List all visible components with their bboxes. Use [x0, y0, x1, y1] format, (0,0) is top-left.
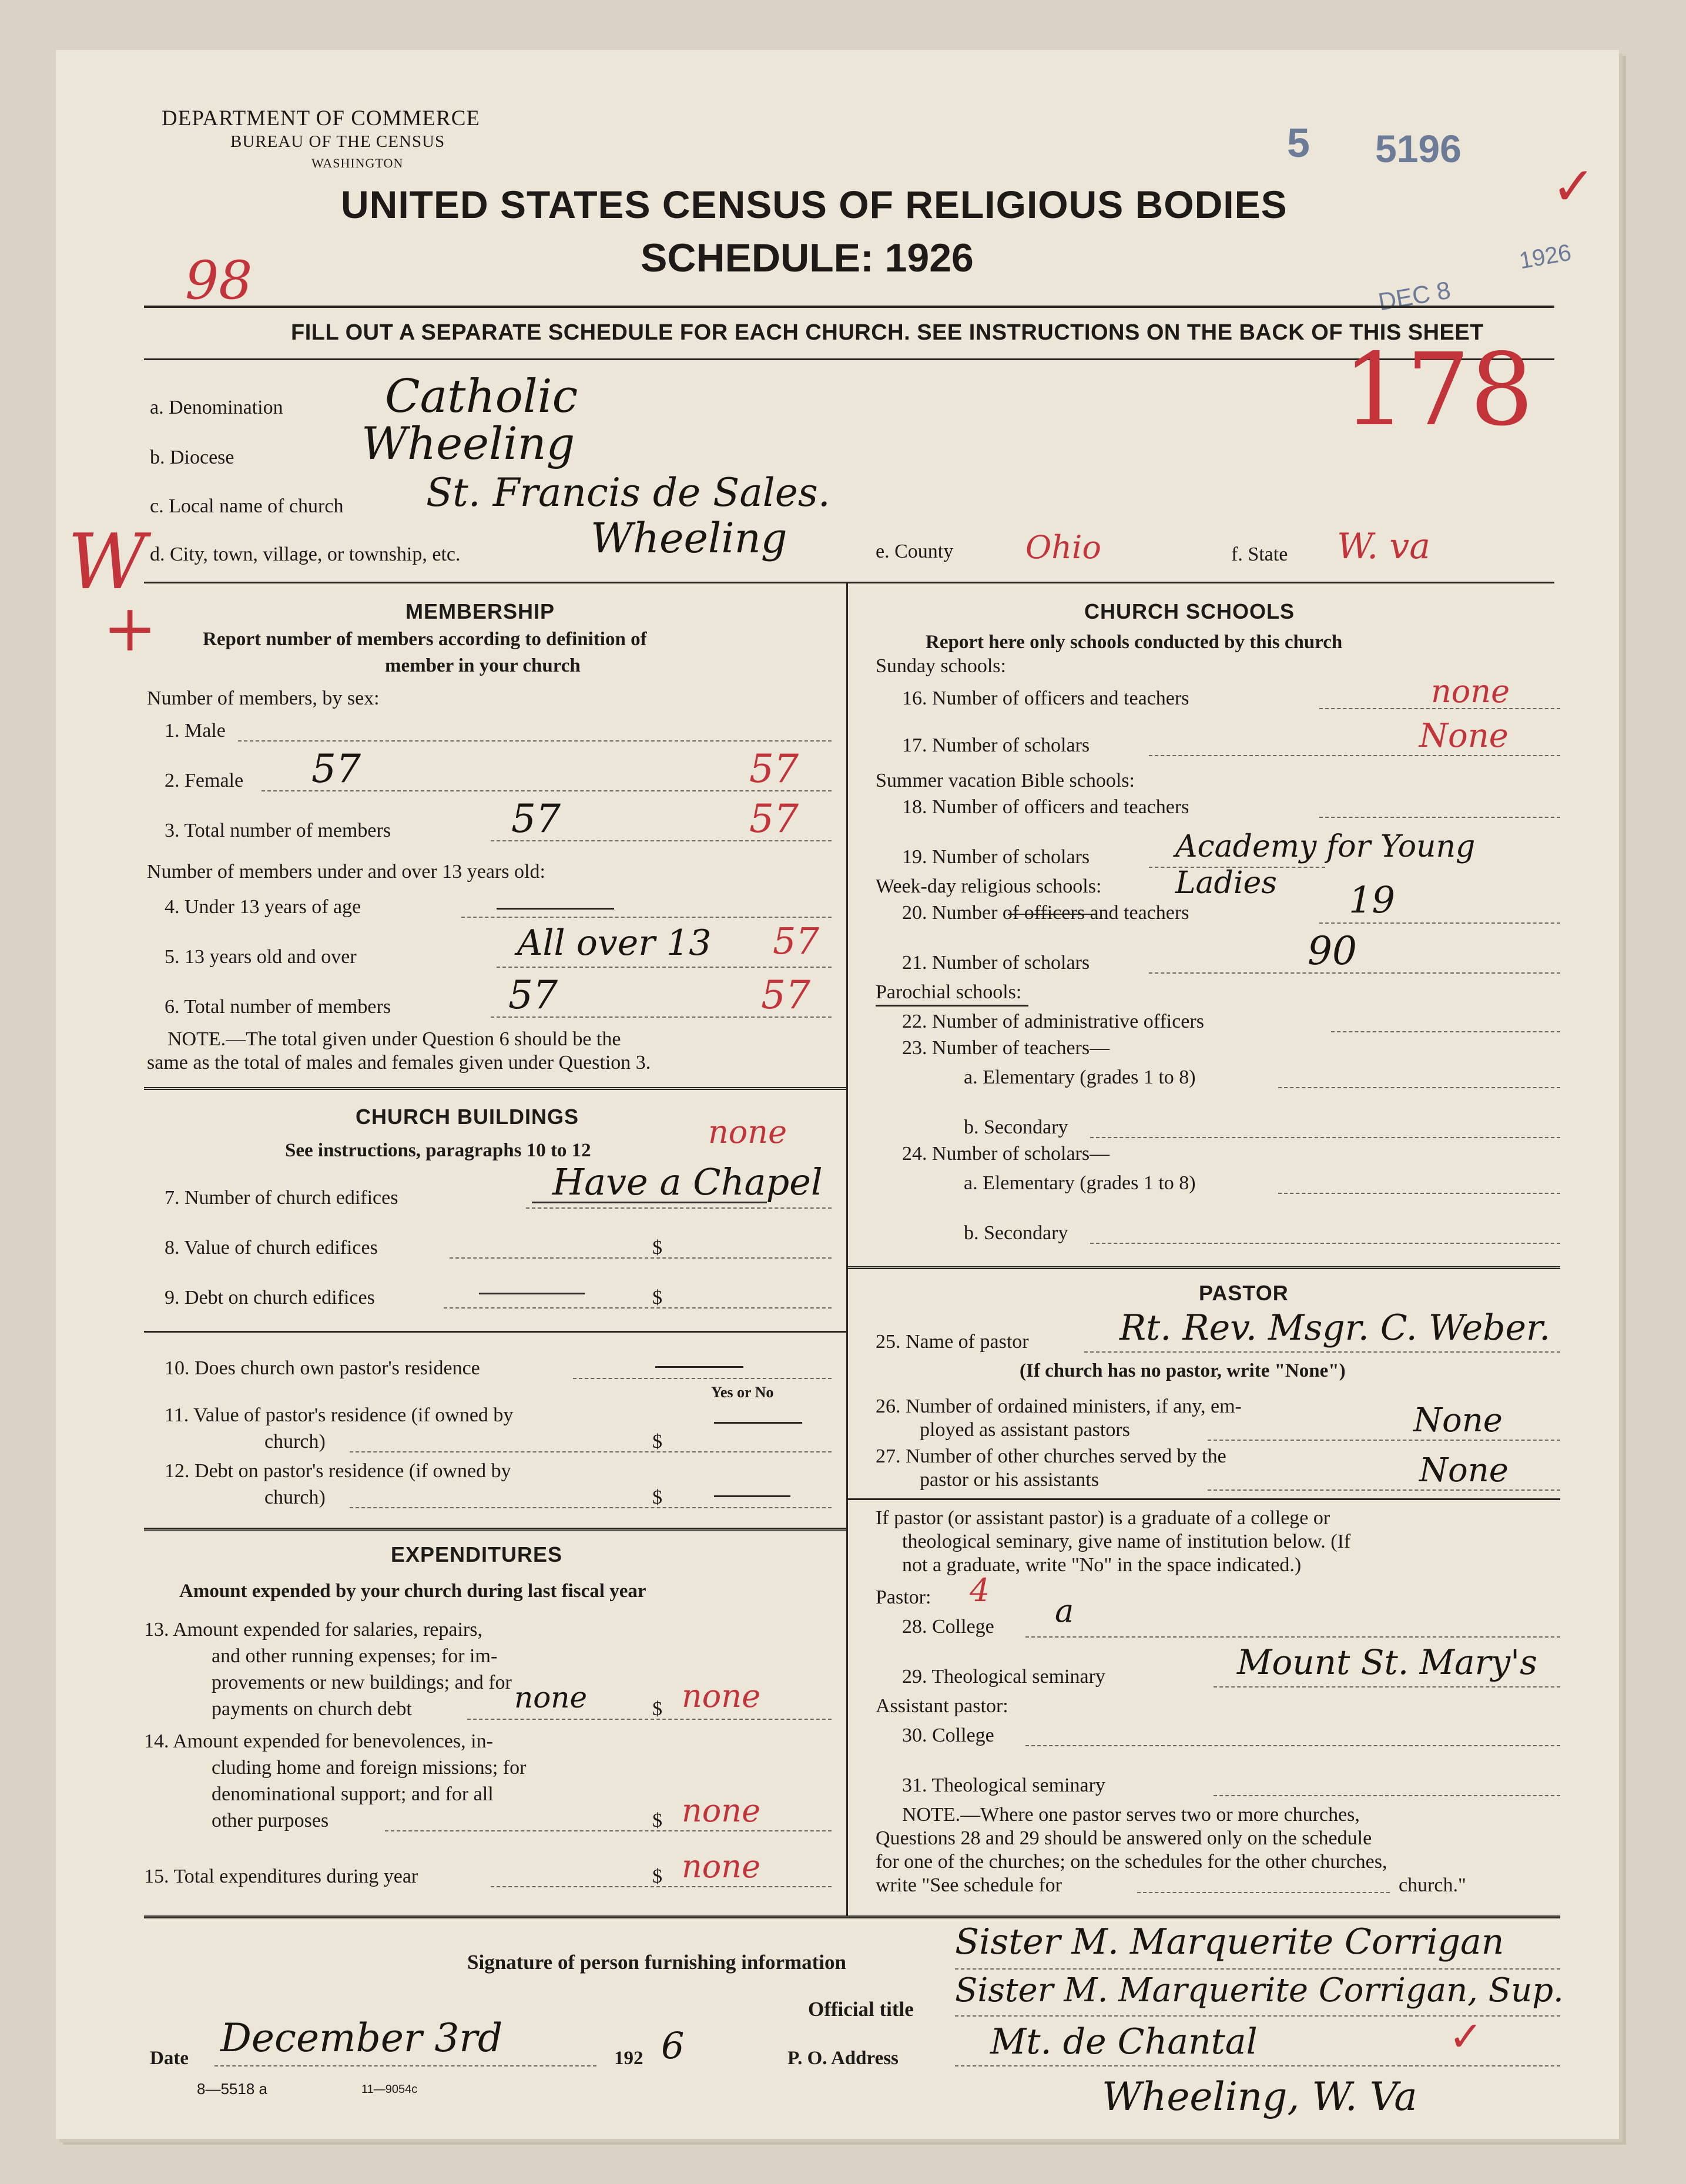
buildings-see: See instructions, paragraphs 10 to 12 — [285, 1140, 591, 1161]
q6-total: 6. Total number of members — [165, 996, 391, 1018]
q20-weekday-teachers: 20. Number of officers and teachers — [902, 902, 1189, 924]
q19-line — [1149, 867, 1325, 868]
buildings-rule-2 — [144, 1528, 846, 1531]
q19-value: Academy for Young Ladies — [1175, 829, 1476, 901]
q10-own-residence: 10. Does church own pastor's residence — [165, 1357, 480, 1379]
po-address-value: Mt. de Chantal — [990, 2021, 1258, 2062]
q3-value: 57 — [511, 796, 561, 841]
pastor-note-5: church." — [1399, 1874, 1466, 1896]
q23b-line — [1090, 1137, 1560, 1138]
pastor-note-4: write "See schedule for — [876, 1874, 1062, 1896]
q27-line-2: pastor or his assistants — [920, 1469, 1100, 1491]
q13-line-1: 13. Amount expended for salaries, repairs, — [144, 1619, 482, 1640]
parochial-underline — [876, 1005, 1028, 1007]
q16-line — [1319, 708, 1560, 709]
q20-strike — [1008, 914, 1096, 915]
q22-admin-officers: 22. Number of administrative officers — [902, 1011, 1204, 1032]
members-by-sex: Number of members, by sex: — [147, 687, 380, 709]
q19-summer-scholars: 19. Number of scholars — [902, 846, 1090, 868]
q30-line — [1025, 1745, 1560, 1746]
date-stamp-year: 1926 — [1517, 239, 1574, 274]
q26-line-1: 26. Number of ordained ministers, if any, em- — [876, 1395, 1242, 1417]
pastor-heading: PASTOR — [1199, 1281, 1289, 1305]
q25-line — [1084, 1351, 1560, 1353]
pastor-red: 4 — [970, 1572, 990, 1609]
q24-scholars: 24. Number of scholars— — [902, 1143, 1110, 1165]
q26-line — [1208, 1440, 1560, 1441]
grad-note-2: theological seminary, give name of institution below. (If — [902, 1531, 1351, 1552]
q18-summer-teachers: 18. Number of officers and teachers — [902, 796, 1189, 818]
q11-dollar: $ — [652, 1431, 662, 1452]
q14-dollar: $ — [652, 1810, 662, 1831]
q17-line — [1149, 755, 1560, 756]
handwritten-98: 98 — [185, 250, 253, 311]
q12-line — [350, 1507, 832, 1508]
membership-intro-1: Report number of members according to definition of — [203, 629, 647, 650]
pastor-label: Pastor: — [876, 1586, 931, 1608]
schools-intro: Report here only schools conducted by this church — [926, 632, 1343, 653]
q4-under-13: 4. Under 13 years of age — [165, 896, 361, 918]
q13-line-3: provements or new buildings; and for — [212, 1672, 512, 1693]
q24a-line — [1278, 1193, 1560, 1194]
pastor-rule — [846, 1498, 1560, 1500]
q23b-secondary: b. Secondary — [964, 1116, 1068, 1138]
q13-line — [467, 1719, 832, 1720]
q7-edifices: 7. Number of church edifices — [165, 1187, 398, 1209]
column-divider — [846, 582, 848, 1915]
q16-red: none — [1431, 673, 1510, 710]
q15-dollar: $ — [652, 1866, 662, 1887]
q5-line — [497, 967, 832, 968]
q2-value: 57 — [311, 746, 361, 791]
q23-teachers: 23. Number of teachers— — [902, 1037, 1110, 1059]
official-title-value: Sister M. Marquerite Corrigan, Sup. — [955, 1971, 1564, 2009]
q16-sunday-teachers: 16. Number of officers and teachers — [902, 687, 1189, 709]
q29-line — [1214, 1686, 1560, 1688]
q3-red: 57 — [749, 796, 799, 841]
q27-value: None — [1419, 1451, 1509, 1489]
weekday-schools: Week-day religious schools: — [876, 875, 1102, 897]
q14-line-4: other purposes — [212, 1810, 329, 1831]
q13-dollar: $ — [652, 1698, 662, 1720]
print-number: 11—9054c — [361, 2083, 418, 2096]
q2-line — [262, 790, 832, 791]
q22-line — [1331, 1031, 1560, 1032]
expenditures-intro: Amount expended by your church during last fiscal year — [179, 1581, 646, 1602]
header-rule — [144, 306, 1554, 308]
po-address-value-2: Wheeling, W. Va — [1102, 2074, 1417, 2119]
q20-value: 19 — [1349, 878, 1395, 921]
q14-line — [385, 1830, 832, 1831]
buildings-rule — [144, 1331, 846, 1333]
year-prefix: 192 — [614, 2048, 643, 2069]
q14-red: none — [682, 1792, 761, 1829]
identity-rule — [144, 582, 1554, 583]
q13-line-2: and other running expenses; for im- — [212, 1645, 498, 1667]
q29-seminary: 29. Theological seminary — [902, 1666, 1105, 1688]
q11-church: church) — [264, 1431, 326, 1452]
q3-total: 3. Total number of members — [165, 820, 391, 841]
diocese-value: Wheeling — [361, 417, 575, 469]
q5-red: 57 — [773, 920, 819, 962]
schools-rule — [846, 1266, 1560, 1269]
diocese-label: b. Diocese — [150, 447, 234, 468]
q3-line — [491, 840, 832, 841]
q12-dash — [714, 1495, 790, 1497]
q29-value: Mount St. Mary's — [1237, 1642, 1537, 1682]
form-title: UNITED STATES CENSUS OF RELIGIOUS BODIES — [341, 183, 1288, 226]
q28-value: a — [1055, 1592, 1074, 1629]
form-number: 8—5518 a — [197, 2080, 267, 2098]
pastor-note-3: for one of the churches; on the schedules for the other churches, — [876, 1851, 1387, 1873]
q30-college: 30. College — [902, 1725, 994, 1746]
handwritten-178: 178 — [1343, 332, 1534, 448]
census-schedule-sheet — [56, 50, 1619, 2139]
q14-line-2: cluding home and foreign missions; for — [212, 1757, 527, 1779]
q4-line — [461, 917, 832, 918]
po-address-label: P. O. Address — [787, 2048, 899, 2069]
q15-total: 15. Total expenditures during year — [144, 1866, 418, 1887]
q7-dash — [532, 1202, 767, 1203]
county-label: e. County — [876, 541, 954, 562]
q23a-line — [1278, 1087, 1560, 1088]
date-value: December 3rd — [220, 2015, 503, 2061]
q26-value: None — [1413, 1401, 1503, 1440]
q18-line — [1319, 817, 1560, 818]
city-value: Wheeling — [591, 514, 787, 562]
q13-value: none — [514, 1680, 588, 1715]
q6-value: 57 — [508, 972, 558, 1018]
q8-line — [450, 1257, 832, 1259]
signature-label: Signature of person furnishing information — [467, 1951, 846, 1974]
schools-heading: CHURCH SCHOOLS — [1084, 599, 1295, 623]
q21-line — [1149, 972, 1560, 974]
q9-debt-edifices: 9. Debt on church edifices — [165, 1287, 375, 1309]
margin-mark-w: W — [68, 517, 146, 606]
q1-male: 1. Male — [165, 720, 226, 742]
date-stamp: DEC 8 — [1376, 276, 1453, 316]
denomination-value: Catholic — [385, 370, 578, 423]
local-name-value: St. Francis de Sales. — [426, 470, 830, 515]
q11-value-residence: 11. Value of pastor's residence (if owned by — [165, 1404, 514, 1426]
q24b-secondary: b. Secondary — [964, 1222, 1068, 1244]
q5-value: All over 13 — [517, 922, 712, 964]
q1-line — [238, 740, 832, 742]
parochial-schools: Parochial schools: — [876, 981, 1022, 1003]
q7-line — [526, 1207, 832, 1209]
grad-note-1: If pastor (or assistant pastor) is a graduate of a college or — [876, 1507, 1330, 1529]
denomination-label: a. Denomination — [150, 397, 283, 418]
signature-value: Sister M. Marquerite Corrigan — [955, 1921, 1504, 1962]
expenditures-heading: EXPENDITURES — [391, 1542, 563, 1566]
q11-line — [350, 1451, 832, 1452]
q9-dollar: $ — [652, 1287, 662, 1309]
po-address-line — [955, 2065, 1560, 2066]
county-value: Ohio — [1025, 529, 1101, 566]
q28-line — [1025, 1636, 1560, 1638]
membership-intro-2: member in your church — [385, 655, 581, 676]
q14-line-1: 14. Amount expended for benevolences, in- — [144, 1730, 493, 1752]
q15-red: none — [682, 1848, 761, 1885]
q25-pastor-name: 25. Name of pastor — [876, 1331, 1029, 1353]
q25-note: (If church has no pastor, write "None") — [1020, 1360, 1346, 1381]
q10-line — [573, 1378, 832, 1379]
q20-line — [1319, 922, 1560, 924]
q12-debt-residence: 12. Debt on pastor's residence (if owned by — [165, 1460, 511, 1482]
q24a-elementary: a. Elementary (grades 1 to 8) — [964, 1172, 1196, 1194]
age-intro: Number of members under and over 13 years old: — [147, 861, 545, 883]
state-value: W. va — [1337, 526, 1430, 567]
q6-red: 57 — [761, 972, 810, 1018]
pastor-note-2: Questions 28 and 29 should be answered only on the schedule — [876, 1827, 1372, 1849]
q14-line-3: denominational support; and for all — [212, 1783, 494, 1805]
date-line — [214, 2065, 596, 2066]
membership-heading: MEMBERSHIP — [405, 599, 555, 623]
q2-female: 2. Female — [165, 770, 244, 791]
sunday-schools: Sunday schools: — [876, 655, 1006, 677]
pastor-note-line — [1137, 1892, 1390, 1893]
q26-line-2: ployed as assistant pastors — [920, 1419, 1130, 1441]
city-label: d. City, town, village, or township, etc. — [150, 544, 461, 565]
q8-value-edifices: 8. Value of church edifices — [165, 1237, 378, 1259]
grad-note-3: not a graduate, write "No" in the space indicated.) — [902, 1554, 1302, 1576]
footer-rule — [144, 1915, 1560, 1918]
city-name: WASHINGTON — [311, 156, 404, 170]
q6-line — [491, 1016, 832, 1018]
q12-church: church) — [264, 1487, 326, 1508]
q9-line — [444, 1307, 832, 1309]
q4-dash — [497, 908, 614, 910]
q11-dash — [714, 1422, 802, 1424]
q15-line — [491, 1886, 832, 1887]
q13-line-4: payments on church debt — [212, 1698, 412, 1720]
q7-value: Have a Chapel — [552, 1160, 823, 1203]
department-name: DEPARTMENT OF COMMERCE — [162, 106, 480, 130]
q31-line — [1214, 1795, 1560, 1796]
q21-value: 90 — [1308, 928, 1357, 974]
yes-no-label: Yes or No — [711, 1384, 774, 1401]
official-title-label: Official title — [808, 1998, 914, 2021]
date-label: Date — [150, 2048, 189, 2069]
q27-line-1: 27. Number of other churches served by the — [876, 1445, 1226, 1467]
q25-value: Rt. Rev. Msgr. C. Weber. — [1119, 1307, 1551, 1348]
bureau-name: BUREAU OF THE CENSUS — [230, 132, 445, 151]
q13-red: none — [682, 1678, 761, 1715]
q2-red: 57 — [749, 746, 799, 791]
summer-schools: Summer vacation Bible schools: — [876, 770, 1135, 791]
q17-red: None — [1419, 717, 1509, 755]
q21-weekday-scholars: 21. Number of scholars — [902, 952, 1090, 974]
q23a-elementary: a. Elementary (grades 1 to 8) — [964, 1066, 1196, 1088]
q17-sunday-scholars: 17. Number of scholars — [902, 734, 1090, 756]
instruction-line: FILL OUT A SEPARATE SCHEDULE FOR EACH CHURCH. SEE INSTRUCTIONS ON THE BACK OF THIS SHEET — [291, 320, 1484, 345]
buildings-heading: CHURCH BUILDINGS — [356, 1105, 579, 1129]
margin-mark-x: + — [103, 591, 157, 666]
q10-dash — [655, 1366, 743, 1368]
stamp-number: 5196 — [1375, 127, 1462, 170]
pastor-note-1: NOTE.—Where one pastor serves two or more churches, — [902, 1804, 1360, 1826]
signature-line — [955, 1968, 1560, 1970]
q8-dollar: $ — [652, 1237, 662, 1259]
membership-rule — [144, 1087, 846, 1090]
check-mark: ✓ — [1551, 156, 1596, 217]
po-check-mark: ✓ — [1449, 2012, 1483, 2061]
q12-dollar: $ — [652, 1487, 662, 1508]
buildings-see-red: none — [708, 1113, 787, 1150]
state-label: f. State — [1231, 544, 1288, 565]
q24b-line — [1090, 1243, 1560, 1244]
q27-line — [1208, 1489, 1560, 1491]
membership-note-2: same as the total of males and females given under Question 3. — [147, 1052, 651, 1073]
local-name-label: c. Local name of church — [150, 495, 344, 517]
q5-13-and-over: 5. 13 years old and over — [165, 946, 357, 968]
year-value: 6 — [661, 2024, 685, 2067]
stamp-number-small: 5 — [1287, 120, 1310, 166]
q28-college: 28. College — [902, 1616, 994, 1638]
q31-seminary: 31. Theological seminary — [902, 1774, 1105, 1796]
membership-note-1: NOTE.—The total given under Question 6 should be the — [167, 1028, 621, 1050]
schedule-title: SCHEDULE: 1926 — [641, 236, 974, 280]
q9-dash — [479, 1293, 585, 1294]
assistant-pastor-label: Assistant pastor: — [876, 1695, 1008, 1717]
